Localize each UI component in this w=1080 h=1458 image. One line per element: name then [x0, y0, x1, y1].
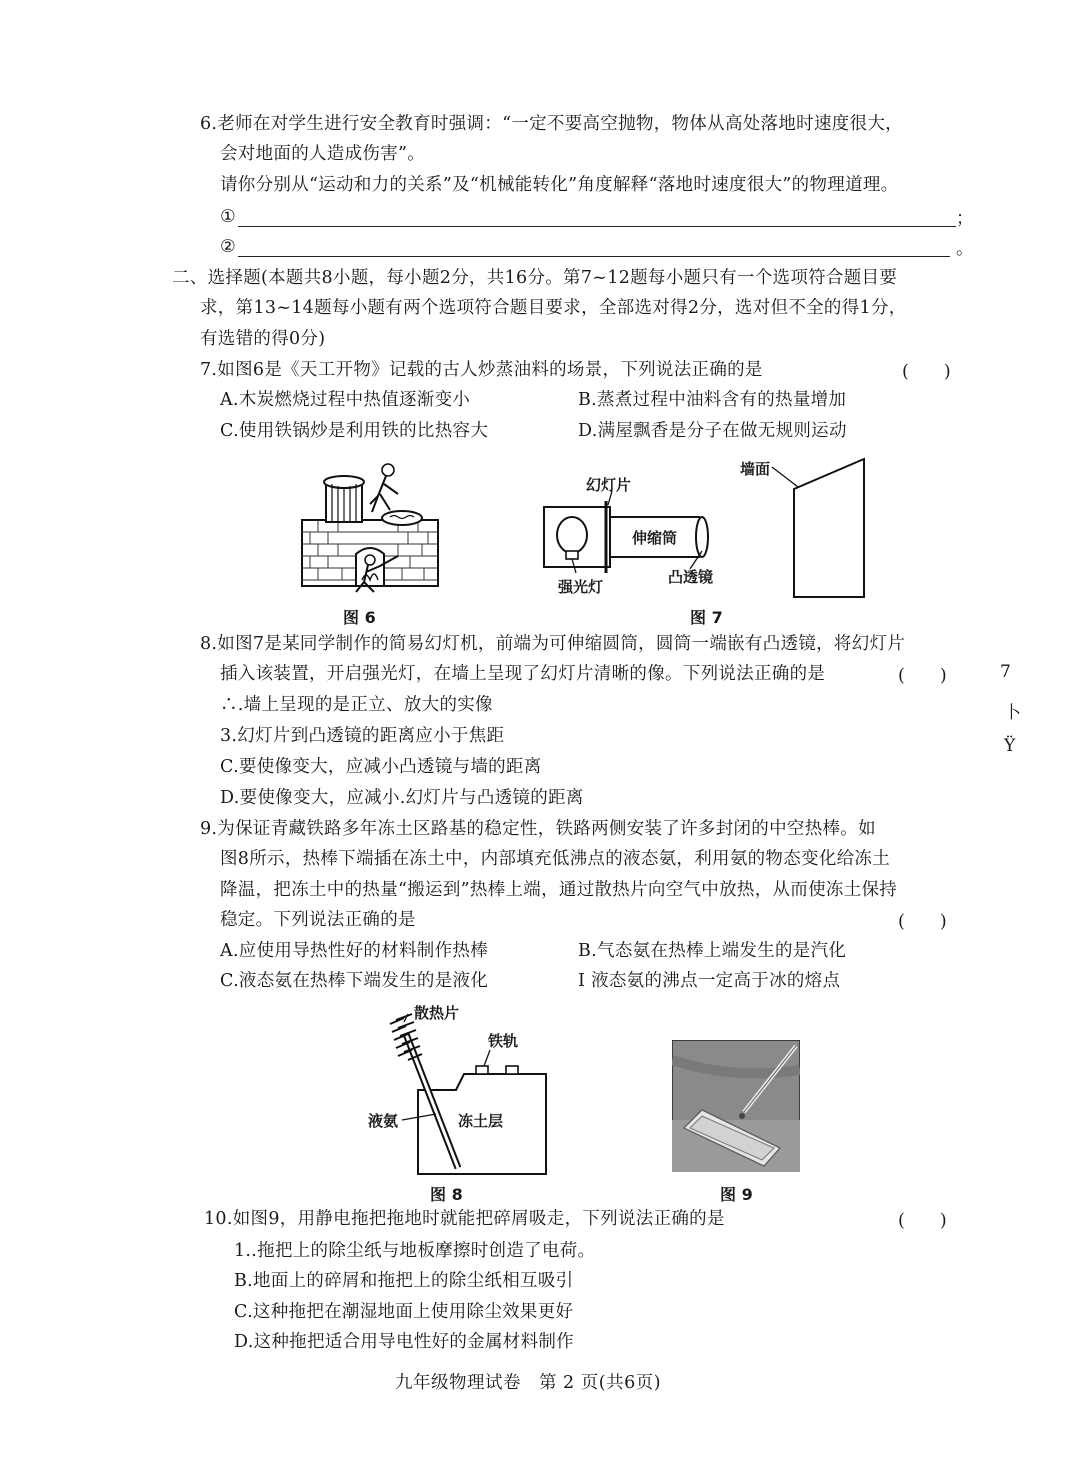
q7-option-c: C.使用铁锅炒是利用铁的比热容大: [220, 421, 489, 441]
q6-answer-blank-1[interactable]: [238, 226, 956, 227]
figure-8-label-rail: 铁轨: [488, 1032, 519, 1050]
q7-option-a: A.木炭燃烧过程中热值逐渐变小: [220, 390, 471, 410]
q6-blank1-end: ；: [956, 209, 974, 229]
section2-line3: 有选错的得0分): [200, 329, 326, 349]
q9-option-d: I 液态氨的沸点一定高于冰的熔点: [578, 971, 841, 991]
page-footer: 九年级物理试卷 第 2 页(共6页): [395, 1373, 662, 1393]
q9-answer-paren[interactable]: ( ): [898, 912, 947, 932]
q10-stem: 10.如图9，用静电拖把拖地时就能把碎屑吸走，下列说法正确的是: [204, 1209, 725, 1229]
margin-mark-1: 7: [1000, 662, 1011, 682]
q10-option-c: C.这种拖把在潮湿地面上使用除尘效果更好: [234, 1302, 574, 1322]
figure-8-caption: 图 8: [430, 1185, 463, 1204]
figure-8-illustration: [360, 1000, 560, 1180]
q6-line3: 请你分别从“运动和力的关系”及“机械能转化”角度解释“落地时速度很大”的物理道理。: [220, 175, 899, 195]
margin-mark-2: 卜: [1004, 703, 1021, 723]
q9-line3: 降温，把冻土中的热量“搬运到”热棒上端，通过散热片向空气中放热，从而使冻土保持: [220, 880, 898, 900]
figure-9-caption: 图 9: [720, 1185, 753, 1204]
figure-6-illustration: [298, 460, 448, 602]
q9-line2: 图8所示，热棒下端插在冻土中，内部填充低沸点的液态氨，利用氨的物态变化给冻土: [220, 849, 891, 869]
figure-8-label-fins: 散热片: [414, 1004, 460, 1022]
q9-line1: 9.为保证青藏铁路多年冻土区路基的稳定性，铁路两侧安装了许多封闭的中空热棒。如: [200, 819, 876, 839]
q8-option-b: 3.幻灯片到凸透镜的距离应小于焦距: [220, 726, 505, 746]
q8-answer-paren[interactable]: ( ): [898, 666, 947, 686]
q7-answer-paren[interactable]: ( ): [902, 362, 951, 382]
q10-option-b: B.地面上的碎屑和拖把上的除尘纸相互吸引: [234, 1271, 574, 1291]
figure-7-label-tube: 伸缩筒: [632, 529, 678, 547]
q9-option-c: C.液态氨在热棒下端发生的是液化: [220, 971, 489, 991]
q9-option-b: B.气态氨在热棒上端发生的是汽化: [578, 941, 847, 961]
figure-9-photo: [672, 1040, 800, 1172]
q10-answer-paren[interactable]: ( ): [898, 1211, 947, 1231]
q6-line2: 会对地面的人造成伤害”。: [220, 144, 426, 164]
q6-blank2-end: 。: [956, 239, 974, 259]
q6-blank2-mark: ②: [220, 237, 236, 257]
q6-answer-blank-2[interactable]: [238, 256, 950, 257]
q6-line1: 6.老师在对学生进行安全教育时强调：“一定不要高空抛物，物体从高处落地时速度很大，: [200, 114, 903, 134]
figure-8-label-soil: 冻土层: [458, 1112, 504, 1130]
q9-line4: 稳定。下列说法正确的是: [220, 910, 416, 930]
q7-option-b: B.蒸煮过程中油料含有的热量增加: [578, 390, 847, 410]
figure-7-caption: 图 7: [690, 608, 723, 627]
q7-option-d: D.满屋飘香是分子在做无规则运动: [578, 421, 847, 441]
q9-option-a: A.应使用导热性好的材料制作热棒: [220, 941, 488, 961]
q8-line2: 插入该装置，开启强光灯，在墙上呈现了幻灯片清晰的像。下列说法正确的是: [220, 664, 826, 684]
q7-stem: 7.如图6是《天工开物》记载的古人炒蒸油料的场景，下列说法正确的是: [200, 360, 763, 380]
q10-option-d: D.这种拖把适合用导电性好的金属材料制作: [234, 1332, 574, 1352]
q8-option-a: ∴.墙上呈现的是正立、放大的实像: [220, 695, 493, 715]
section2-line1: 二、选择题(本题共8小题，每小题2分，共16分。第7~12题每小题只有一个选项符合题目要: [172, 268, 898, 288]
figure-7-label-lens: 凸透镜: [668, 568, 714, 586]
figure-7-label-wall: 墙面: [740, 460, 771, 478]
margin-mark-3: Ÿ: [1004, 736, 1016, 756]
q8-option-c: C.要使像变大，应减小凸透镜与墙的距离: [220, 757, 542, 777]
figure-7-label-lamp: 强光灯: [558, 578, 604, 596]
section2-line2: 求，第13~14题每小题有两个选项符合题目要求，全部选对得2分，选对但不全的得1分，: [200, 298, 907, 318]
figure-8-label-ammonia: 液氨: [368, 1112, 399, 1130]
q8-line1: 8.如图7是某同学制作的简易幻灯机，前端为可伸缩圆筒，圆筒一端嵌有凸透镜，将幻灯片: [200, 634, 906, 654]
q6-blank1-mark: ①: [220, 207, 236, 227]
q10-option-a: 1..拖把上的除尘纸与地板摩擦时创造了电荷。: [234, 1241, 596, 1261]
figure-7-label-slide: 幻灯片: [586, 476, 632, 494]
figure-6-caption: 图 6: [343, 608, 376, 627]
q8-option-d: D.要使像变大，应减小.幻灯片与凸透镜的距离: [220, 788, 584, 808]
